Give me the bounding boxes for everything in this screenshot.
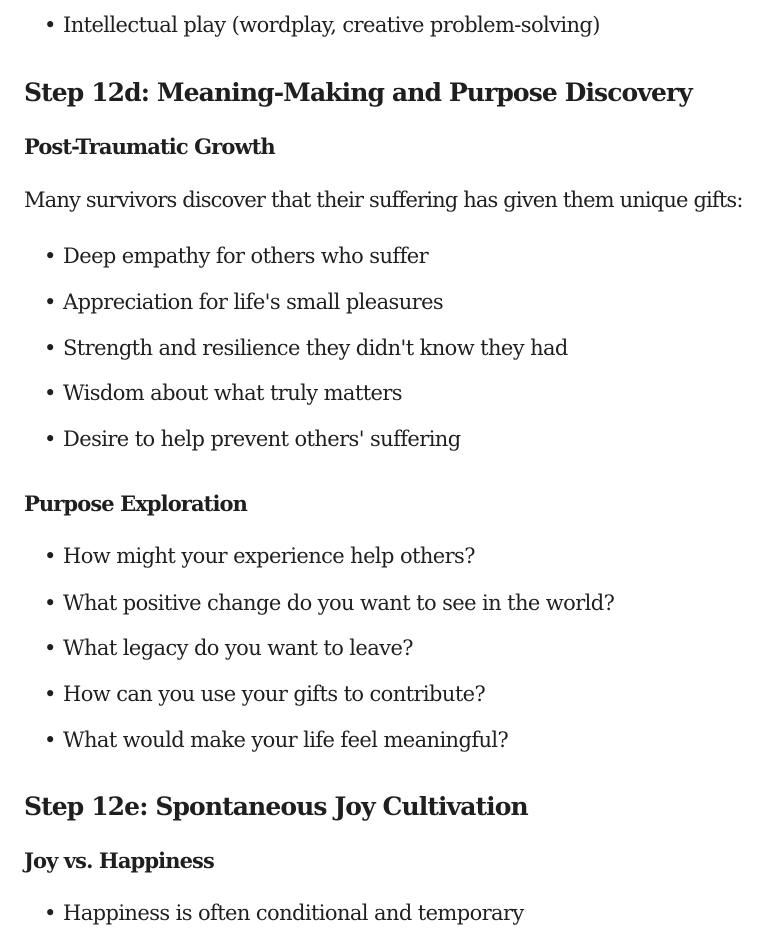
section-heading-12e: Step 12e: Spontaneous Joy Cultivation xyxy=(24,792,528,821)
subheading-post-traumatic-growth: Post-Traumatic Growth xyxy=(24,134,275,159)
list-item-text: Deep empathy for others who suffer xyxy=(63,244,429,268)
section-heading-12d: Step 12d: Meaning-Making and Purpose Discovery xyxy=(24,78,692,107)
list-item-text: Desire to help prevent others' suffering xyxy=(63,427,461,451)
subheading-purpose-exploration: Purpose Exploration xyxy=(24,491,248,516)
list-item-text: Happiness is often conditional and temporary xyxy=(63,901,524,925)
list-item-text: Strength and resilience they didn't know they had xyxy=(63,336,568,360)
bullet: • xyxy=(44,427,56,451)
bullet: • xyxy=(44,682,56,706)
bullet: • xyxy=(44,728,56,752)
list-item-text: How can you use your gifts to contribute? xyxy=(63,682,486,706)
bullet: • xyxy=(44,636,56,660)
list-item-text: What positive change do you want to see in the world? xyxy=(63,591,615,615)
list-item-text: How might your experience help others? xyxy=(63,544,475,568)
bullet: • xyxy=(44,290,56,314)
bullet: • xyxy=(44,336,56,360)
bullet: • xyxy=(44,901,56,925)
bullet: • xyxy=(44,13,56,37)
list-item-text: Wisdom about what truly matters xyxy=(63,381,402,405)
list-item-text: Appreciation for life's small pleasures xyxy=(63,290,444,314)
subheading-joy-vs-happiness: Joy vs. Happiness xyxy=(24,848,214,873)
bullet: • xyxy=(44,244,56,268)
bullet: • xyxy=(44,381,56,405)
list-item-text: What would make your life feel meaningful? xyxy=(63,728,509,752)
list-item-text: What legacy do you want to leave? xyxy=(63,636,413,660)
bullet: • xyxy=(44,544,56,568)
paragraph-intro: Many survivors discover that their suffering has given them unique gifts: xyxy=(24,188,743,212)
list-item-text: Intellectual play (wordplay, creative problem-solving) xyxy=(63,13,600,37)
bullet: • xyxy=(44,591,56,615)
